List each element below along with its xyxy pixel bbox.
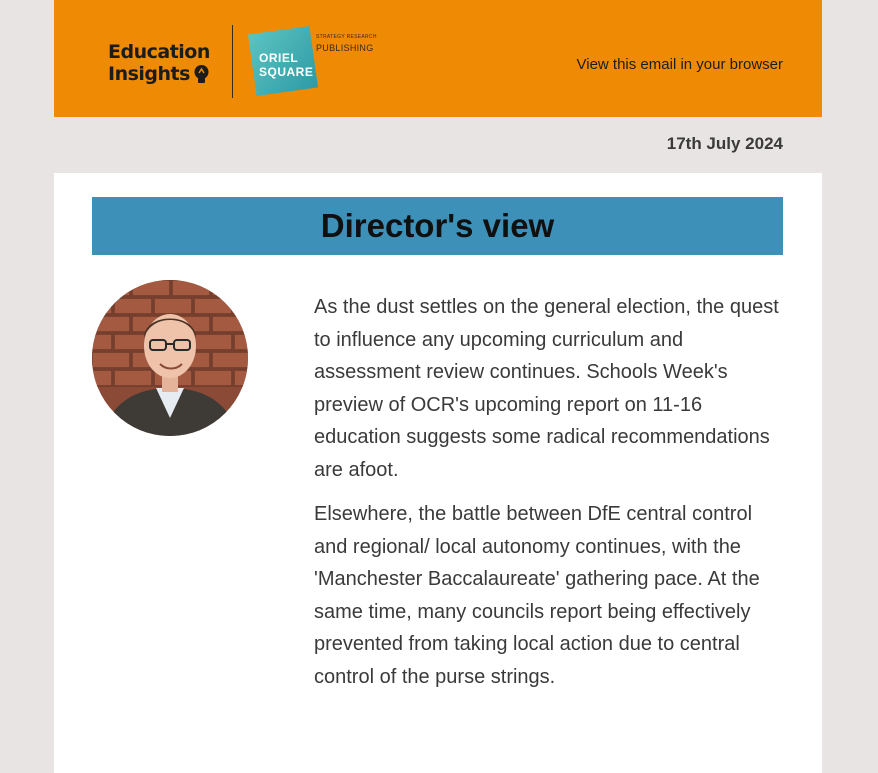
education-insights-logo[interactable] (108, 41, 210, 85)
partner-tagline: STRATEGY RESEARCH (316, 34, 377, 40)
brand-line-1: Education (108, 41, 210, 63)
logo-divider (232, 25, 233, 98)
email-header (54, 0, 822, 117)
director-photo (92, 280, 248, 436)
article-paragraph-1: As the dust settles on the general election, the quest to influence any upcoming curriculum and assessment review continues. Schools Week's preview of OCR's upcoming report on 11-16 education suggests some radical recommendations are afoot. (314, 296, 779, 481)
lightbulb-icon (193, 64, 210, 85)
article-body (314, 291, 784, 705)
section-title: Director's view (320, 207, 555, 244)
oriel-square-wordmark: ORIEL SQUARE (259, 51, 314, 79)
view-in-browser-link[interactable]: View this email in your browser (576, 56, 783, 73)
section-banner (92, 197, 783, 255)
brand-line-2: Insights (108, 63, 190, 85)
partner-publishing: PUBLISHING (316, 43, 374, 53)
content-card (54, 173, 822, 773)
email-date: 17th July 2024 (666, 134, 783, 153)
article-paragraph-2: Elsewhere, the battle between DfE central control and regional/ local autonomy continues, with the 'Manchester Baccalaureate' gathering pace. At the same time, many councils report being effectively prevented from taking local action due to central control of the purse strings. (314, 503, 760, 688)
